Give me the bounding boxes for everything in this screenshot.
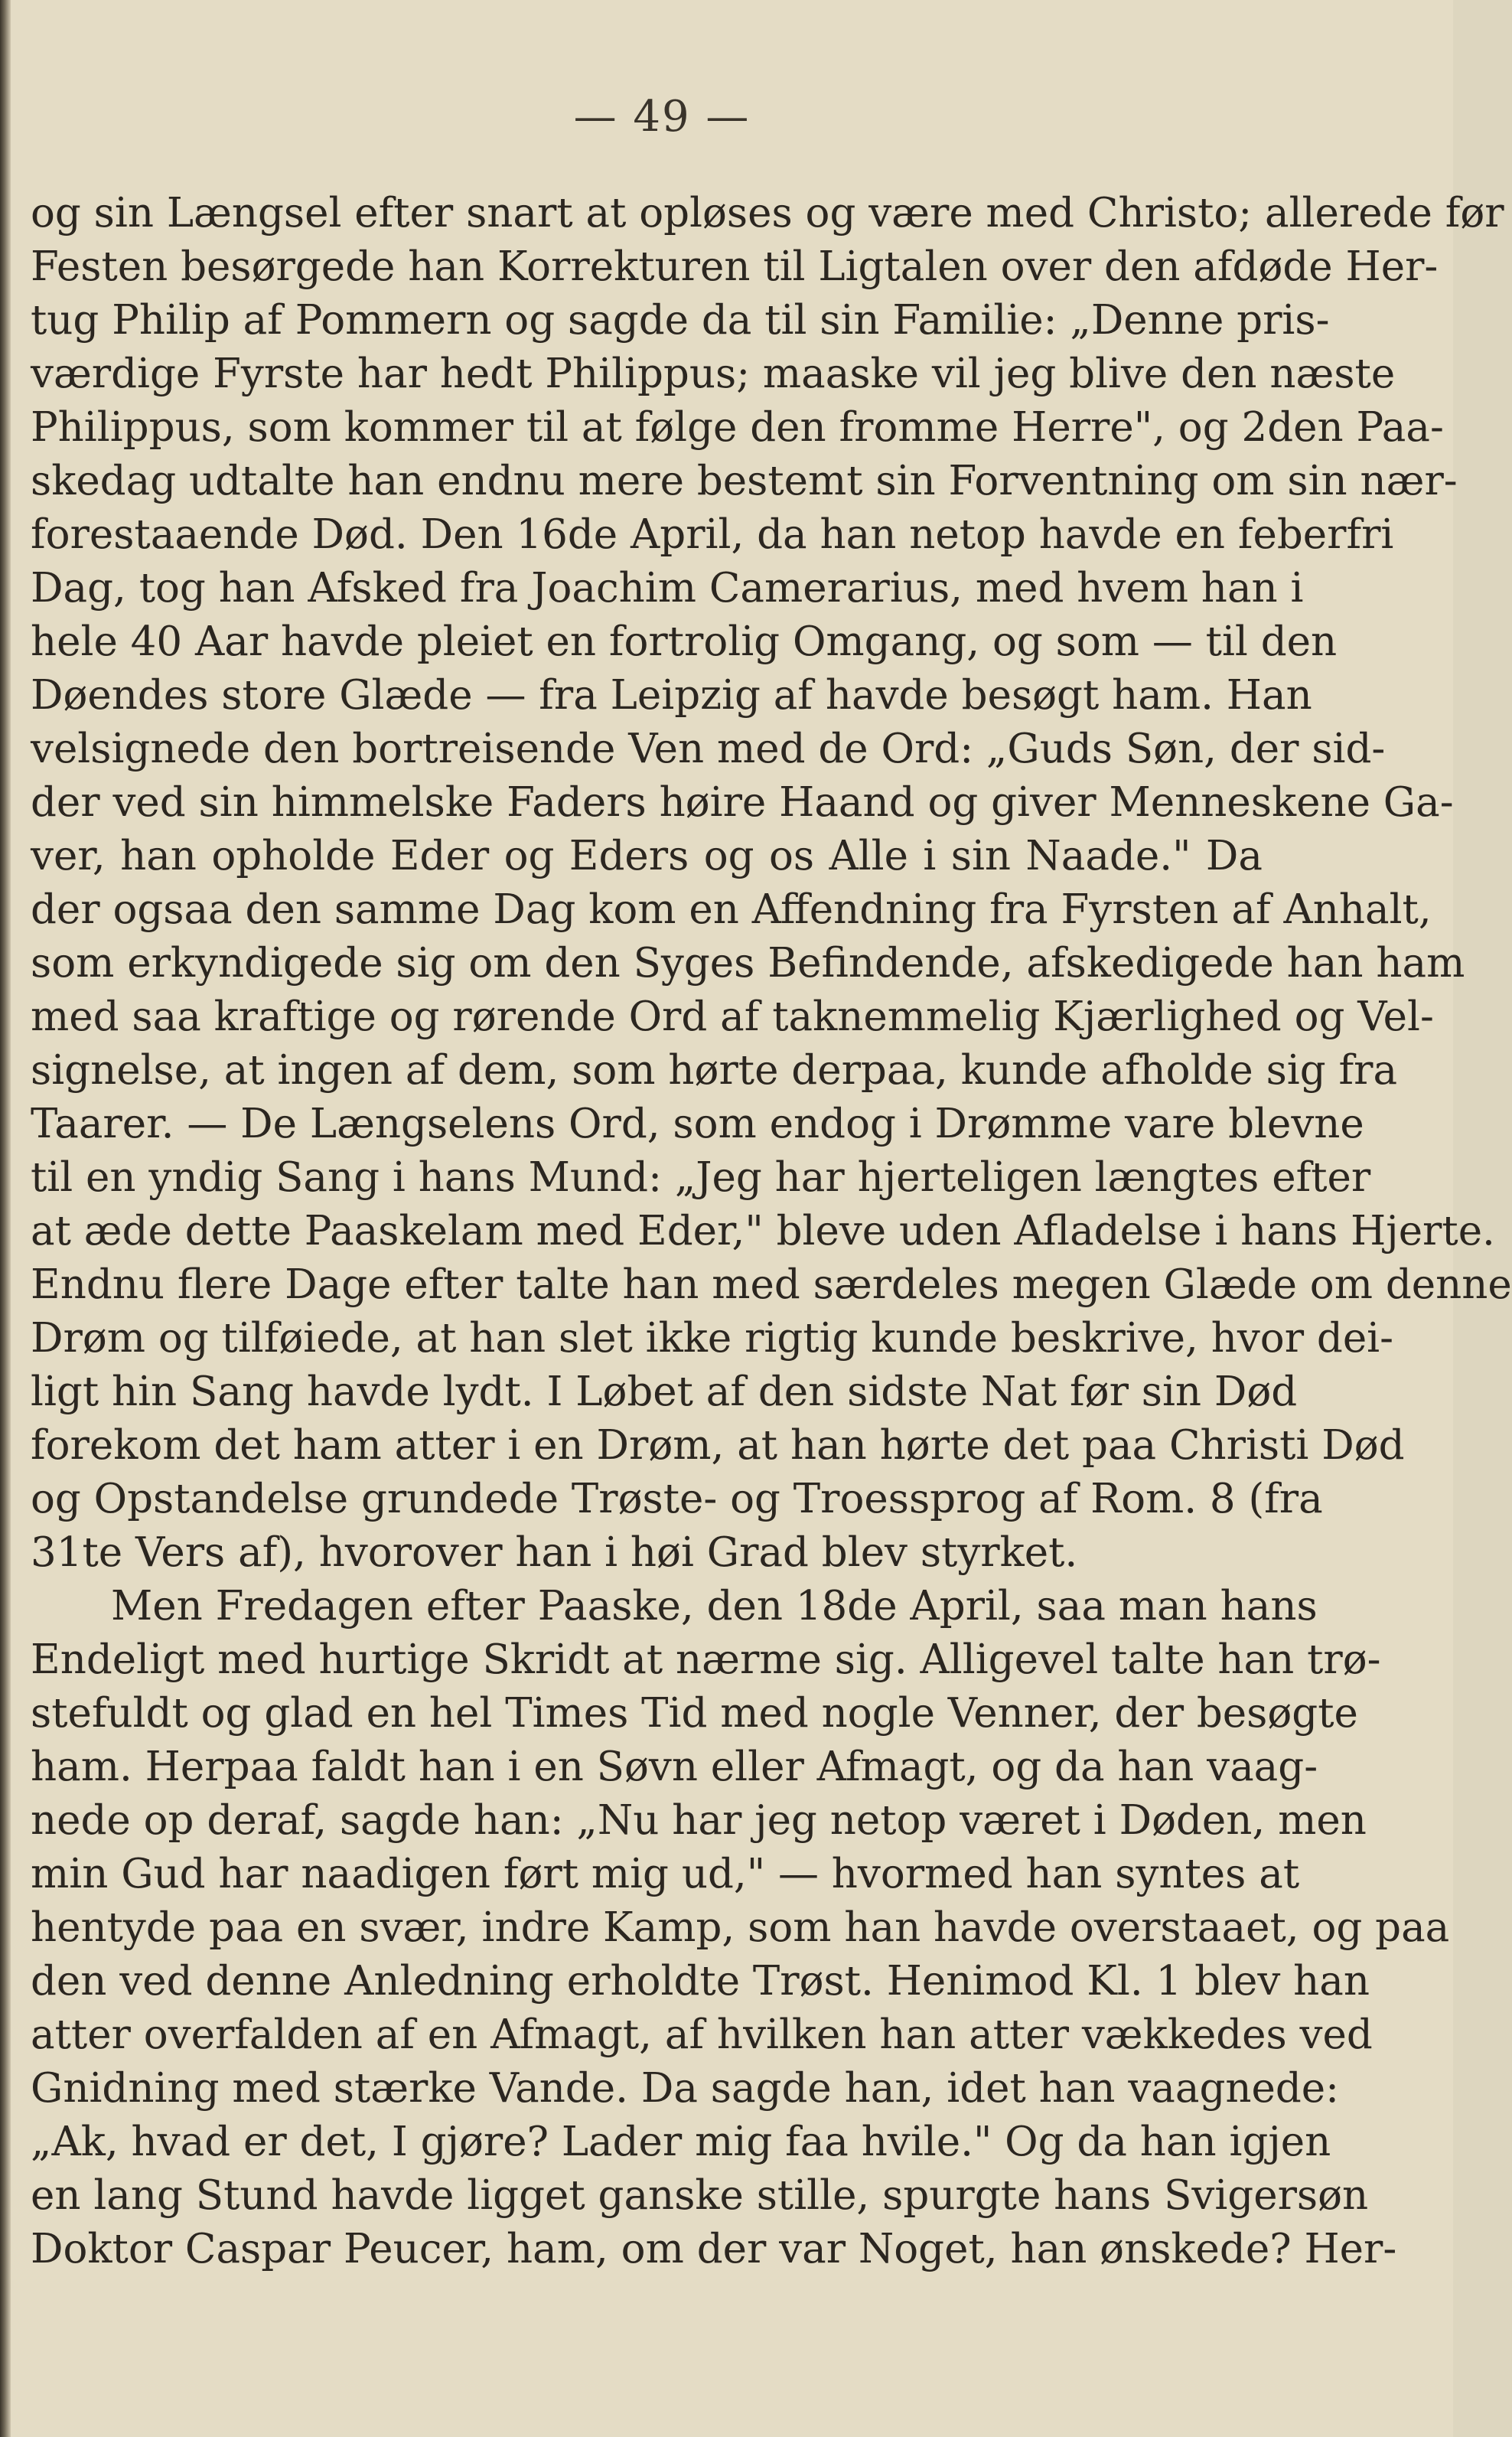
- text-line: og sin Længsel efter snart at opløses og være med Christo; allerede før: [31, 190, 1504, 237]
- text-line: ham. Herpaa faldt han i en Søvn eller Afmagt, og da han vaag-: [31, 1744, 1318, 1790]
- text-line: „Ak, hvad er det, I gjøre? Lader mig faa hvile." Og da han igjen: [31, 2119, 1331, 2165]
- text-line: Dag, tog han Afsked fra Joachim Camerarius, med hvem han i: [31, 565, 1304, 612]
- text-line: hele 40 Aar havde pleiet en fortrolig Omgang, og som — til den: [31, 618, 1338, 665]
- text-line: tug Philip af Pommern og sagde da til sin Familie: „Denne pris-: [31, 297, 1330, 344]
- text-line: der ved sin himmelske Faders høire Haand og giver Menneskene Ga-: [31, 779, 1454, 826]
- text-line: Gnidning med stærke Vande. Da sagde han, idet han vaagnede:: [31, 2065, 1340, 2112]
- text-line: Døendes store Glæde — fra Leipzig af havde besøgt ham. Han: [31, 672, 1312, 719]
- text-line: at æde dette Paaskelam med Eder," bleve uden Afladelse i hans Hjerte.: [31, 1208, 1495, 1254]
- text-line: stefuldt og glad en hel Times Tid med nogle Venner, der besøgte: [31, 1690, 1358, 1737]
- text-line: der ogsaa den samme Dag kom en Affendning fra Fyrsten af Anhalt,: [31, 886, 1432, 933]
- text-line: min Gud har naadigen ført mig ud," — hvormed han syntes at: [31, 1851, 1300, 1897]
- text-line: med saa kraftige og rørende Ord af taknemmelig Kjærlighed og Vel-: [31, 993, 1434, 1040]
- body-text: [31, 187, 1512, 2276]
- text-line: signelse, at ingen af dem, som hørte derpaa, kunde afholde sig fra: [31, 1047, 1398, 1094]
- text-line: Men Fredagen efter Paaske, den 18de April, saa man hans: [111, 1583, 1318, 1630]
- text-line: Drøm og tilføiede, at han slet ikke rigtig kunde beskrive, hvor dei-: [31, 1315, 1394, 1362]
- text-line: nede op deraf, sagde han: „Nu har jeg netop været i Døden, men: [31, 1797, 1367, 1844]
- page-number: — 49 —: [573, 92, 751, 142]
- text-line: forekom det ham atter i en Drøm, at han hørte det paa Christi Død: [31, 1422, 1405, 1469]
- text-line: atter overfalden af en Afmagt, af hvilken han atter vækkedes ved: [31, 2011, 1373, 2058]
- text-line: forestaaende Død. Den 16de April, da han netop havde en feberfri: [31, 511, 1394, 558]
- text-line: den ved denne Anledning erholdte Trøst. Henimod Kl. 1 blev han: [31, 1958, 1370, 2005]
- text-line: skedag udtalte han endnu mere bestemt sin Forventning om sin nær-: [31, 458, 1458, 504]
- text-line: som erkyndigede sig om den Syges Befindende, afskedigede han ham: [31, 940, 1465, 987]
- text-line: Festen besørgede han Korrekturen til Ligtalen over den afdøde Her-: [31, 243, 1439, 290]
- text-line: velsignede den bortreisende Ven med de Ord: „Guds Søn, der sid-: [31, 726, 1386, 772]
- text-line: ligt hin Sang havde lydt. I Løbet af den sidste Nat før sin Død: [31, 1369, 1298, 1415]
- text-line: værdige Fyrste har hedt Philippus; maaske vil jeg blive den næste: [31, 351, 1396, 397]
- text-line: Endeligt med hurtige Skridt at nærme sig. Alligevel talte han trø-: [31, 1636, 1381, 1683]
- text-line: Endnu flere Dage efter talte han med særdeles megen Glæde om denne: [31, 1261, 1512, 1308]
- page-binding-edge: [0, 0, 11, 2437]
- text-line: hentyde paa en svær, indre Kamp, som han havde overstaaet, og paa: [31, 1904, 1450, 1951]
- text-line: Taarer. — De Længselens Ord, som endog i Drømme vare blevne: [31, 1101, 1364, 1147]
- text-line: ver, han opholde Eder og Eders og os Alle i sin Naade." Da: [31, 833, 1263, 879]
- text-line: 31te Vers af), hvorover han i høi Grad blev styrket.: [31, 1529, 1078, 1576]
- text-line: Philippus, som kommer til at følge den fromme Herre", og 2den Paa-: [31, 404, 1444, 451]
- text-line: Doktor Caspar Peucer, ham, om der var Noget, han ønskede? Her-: [31, 2226, 1397, 2272]
- text-line: til en yndig Sang i hans Mund: „Jeg har hjerteligen længtes efter: [31, 1154, 1371, 1201]
- text-line: en lang Stund havde ligget ganske stille, spurgte hans Svigersøn: [31, 2172, 1369, 2219]
- text-line: og Opstandelse grundede Trøste- og Troessprog af Rom. 8 (fra: [31, 1476, 1323, 1522]
